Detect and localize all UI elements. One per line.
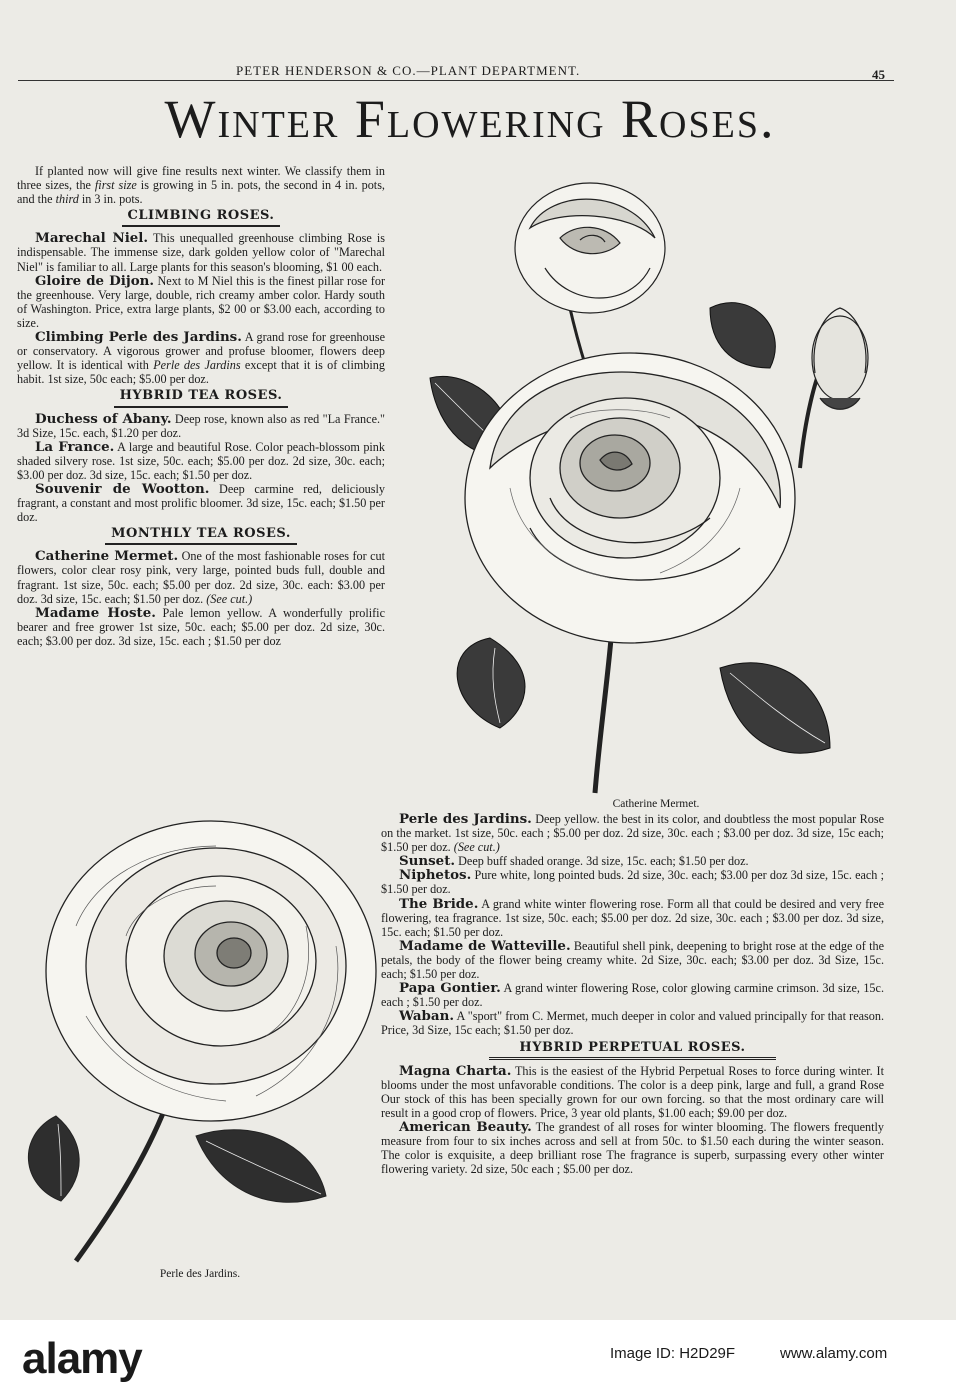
caption-perle-des-jardins: Perle des Jardins. <box>159 1268 241 1280</box>
watermark-image-id: Image ID: H2D29F <box>610 1345 736 1362</box>
entry-waban: Waban. A "sport" from C. Mermet, much deeper in color and valued principally for that reason. Price, 3d Size, 15c each; $1.50 per doz. <box>381 1008 884 1038</box>
watermark-strip <box>0 1320 956 1390</box>
entry-the-bride: The Bride. A grand white winter flowering rose. Form all that could be desired and very free flowering, tea fragrance. 1st size, 50c. each; $5.00 per doz. 2d size, 30c. each ; $3.00 per doz. 3d size, 15c. each; $1.50 per doz. <box>381 895 884 939</box>
entry-papa-gontier: Papa Gontier. A grand winter flowering Rose, color glowing carmine crimson. 3d size, 15c. each ; $1.50 per doz. <box>381 980 884 1010</box>
entry-duchess-of-abany: Duchess of Abany. Deep rose, known also as red "La France." 3d Size, 15c. each, $1.20 per doz. <box>17 410 385 440</box>
entry-madame-de-watteville: Madame de Watteville. Beautiful shell pink, deepening to bright rose at the edge of the petals, the body of the flower being creamy white. 2d Size, 30c. each; $3.00 per doz. 3d Size, 15c. each; $1.50 per doz. <box>381 937 884 982</box>
entry-magna-charta: Magna Charta. This is the easiest of the Hybrid Perpetual Roses to force during winter. It blooms under the most unfavorable conditions. The color is a deep pink, large and full, a grand Rose Our stock of this has been specially grown for our own forcing. so that the most ordinary care will result in a good crop of flowers. Price, 3 year old plants, $1.00 each; $9.00 per doz. <box>381 1062 884 1120</box>
section-heading-monthly-tea: MONTHLY TEA ROSES. <box>17 527 385 545</box>
entry-madame-hoste: Madame Hoste. Pale lemon yellow. A wonderfully prolific bearer and free grower 1st size, 50c. each; $5.00 per doz. 2d size, 30c. each; $3.00 per doz. 3d size, 15c. each ; $1.50 per doz <box>17 604 385 648</box>
entry-gloire-de-dijon: Gloire de Dijon. Next to M Niel this is the finest pillar rose for the greenhouse. Very large, double, rich creamy amber color. Hardy south of Washington. Price, extra large plants, $2 00 or $3.00 each, according to size. <box>17 272 385 330</box>
entry-catherine-mermet: Catherine Mermet. One of the most fashionable roses for cut flowers, color clear rosy pink, very large, pointed buds full, double and fragrant. 1st size, 50c. each; $5.00 per doz. 2d size, 30c. each: $3.00 per doz. 3d size, 15c. each; $1.50 per doz. (See cut.) <box>17 548 385 606</box>
catherine-mermet-illustration <box>410 168 896 798</box>
watermark-logo: alamy <box>22 1334 142 1383</box>
page-title: Winter Flowering Roses. <box>164 89 776 149</box>
entry-american-beauty: American Beauty. The grandest of all roses for winter blooming. The flowers frequently measure from four to six inches across and sell at from 50c. to $1.50 each during the winter season. The color is exquisite, a deep brilliant rose The fragrance is superb, surpassing every other winter flowering variety. 2d size, 50c each ; $5.00 per doz. <box>381 1118 884 1177</box>
entry-la-france: La France. A large and beautiful Rose. Color peach-blossom pink shaded silvery rose. 1st size, 50c. each; $5.00 per doz. 2d size, 30c. each; $3.00 per doz. 3d size, 15c. each; $1.50 per doz. <box>17 438 385 482</box>
watermark-url: www.alamy.com <box>780 1345 888 1362</box>
entry-marechal-niel: Marechal Niel. This unequalled greenhouse climbing Rose is indispensable. The immense size, dark golden yellow color of "Marechal Niel" is familiar to all. Large plants for this season's blooming, $1 00 each. <box>17 230 386 274</box>
left-column <box>17 164 385 648</box>
right-column <box>381 812 884 1176</box>
section-heading-climbing: CLIMBING ROSES. <box>17 209 385 227</box>
page-number: 45 <box>872 67 885 82</box>
header-rule <box>18 80 894 81</box>
entry-souvenir-de-wootton: Souvenir de Wootton. Deep carmine red, deliciously fragrant, a constant and most prolific bloomer. 3d size, 15c. each; $1.50 per doz. <box>17 480 385 525</box>
intro-paragraph: If planted now will give fine results next winter. We classify them in three sizes, the first size is growing in 5 in. pots, the second in 4 in. pots, and the third in 3 in. pots. <box>17 164 385 207</box>
entry-sunset: Sunset. Deep buff shaded orange. 3d size, 15c. each; $1.50 per doz. <box>399 853 749 870</box>
section-heading-hybrid-tea: HYBRID TEA ROSES. <box>17 389 385 407</box>
entry-perle-des-jardins: Perle des Jardins. Deep yellow. the best in its color, and doubtless the most popular Rose on the market. 1st size, 50c. each ; $5.00 per doz. 2d size, 30c. each ; $3.00 per doz. 3d size, 15c each; $1.50 per doz. (See cut.) <box>381 811 885 855</box>
entry-niphetos: Niphetos. Pure white, long pointed buds. 2d size, 30c. each; $3.00 per doz 3d size, 15c. each ; $1.50 per doz. <box>381 867 884 897</box>
caption-catherine-mermet: Catherine Mermet. <box>612 798 700 810</box>
section-heading-hybrid-perpetual: HYBRID PERPETUAL ROSES. <box>381 1041 884 1060</box>
entry-climbing-perle: Climbing Perle des Jardins. A grand rose for greenhouse or conservatory. A vigorous grower and profuse bloomer, flowers deep yellow. It is identical with Perle des Jardins except that it is of climbing habit. 1st size, 50c each; $5.00 per doz. <box>17 329 385 387</box>
perle-des-jardins-illustration <box>16 806 384 1268</box>
running-head: PETER HENDERSON & CO.—PLANT DEPARTMENT. <box>236 63 581 78</box>
